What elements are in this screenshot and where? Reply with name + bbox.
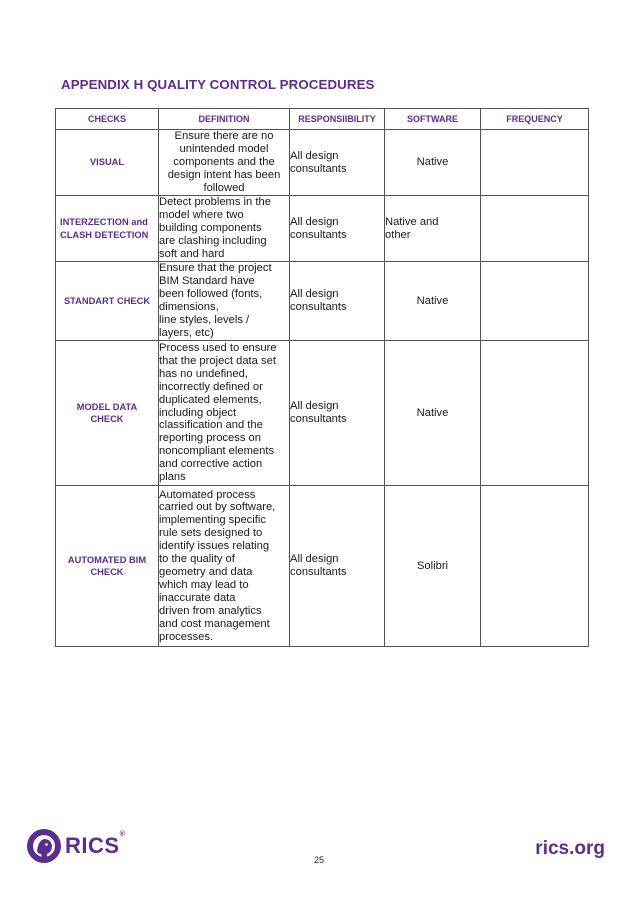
check-definition: Automated process carried out by software, implementing specific rule sets designed to identify issues relating to the quality of geometry and data which may lead to inaccurate data driven from analytics and cost management processes. (159, 486, 290, 647)
header-frequency: FREQUENCY (481, 109, 589, 130)
check-responsibility: All design consultants (290, 341, 385, 486)
check-frequency (481, 341, 589, 486)
table-row (56, 196, 589, 262)
check-definition: Ensure there are no unintended model components and the design intent has been followed (159, 130, 290, 196)
check-frequency (481, 262, 589, 341)
footer-url-link[interactable]: rics.org (535, 838, 605, 859)
check-definition: Ensure that the project BIM Standard have been followed (fonts, dimensions, line styles, levels / layers, etc) (159, 262, 290, 341)
check-software: Native (385, 262, 481, 341)
check-name: INTERZECTION and CLASH DETECTION (56, 196, 159, 262)
table-row (56, 341, 589, 486)
header-checks: CHECKS (56, 109, 159, 130)
check-responsibility: All design consultants (290, 196, 385, 262)
check-software: Solibri (385, 486, 481, 647)
header-software: SOFTWARE (385, 109, 481, 130)
quality-control-table (55, 108, 589, 647)
check-software: Native (385, 130, 481, 196)
check-name: VISUAL (56, 130, 159, 196)
page-title: APPENDIX H QUALITY CONTROL PROCEDURES (61, 77, 375, 92)
check-frequency (481, 486, 589, 647)
check-responsibility: All design consultants (290, 486, 385, 647)
check-software: Native and other (385, 196, 481, 262)
table-header-row (56, 109, 589, 130)
check-name: STANDART CHECK (56, 262, 159, 341)
table-row (56, 262, 589, 341)
check-definition: Process used to ensure that the project data set has no undefined, incorrectly defined or duplicated elements, including object classification and the reporting process on noncompliant elements and corrective action plans (159, 341, 290, 486)
page-number: 25 (313, 855, 324, 865)
check-frequency (481, 130, 589, 196)
check-name: MODEL DATA CHECK (56, 341, 159, 486)
table-row (56, 486, 589, 647)
header-responsibility: RESPONSIIBILITY (290, 109, 385, 130)
check-frequency (481, 196, 589, 262)
header-definition: DEFINITION (159, 109, 290, 130)
check-definition: Detect problems in the model where two building components are clashing including soft and hard (159, 196, 290, 262)
table-row (56, 130, 589, 196)
rics-logo-text: RICS® (65, 831, 126, 858)
check-responsibility: All design consultants (290, 130, 385, 196)
check-responsibility: All design consultants (290, 262, 385, 341)
check-software: Native (385, 341, 481, 486)
check-name: AUTOMATED BIM CHECK (56, 486, 159, 647)
